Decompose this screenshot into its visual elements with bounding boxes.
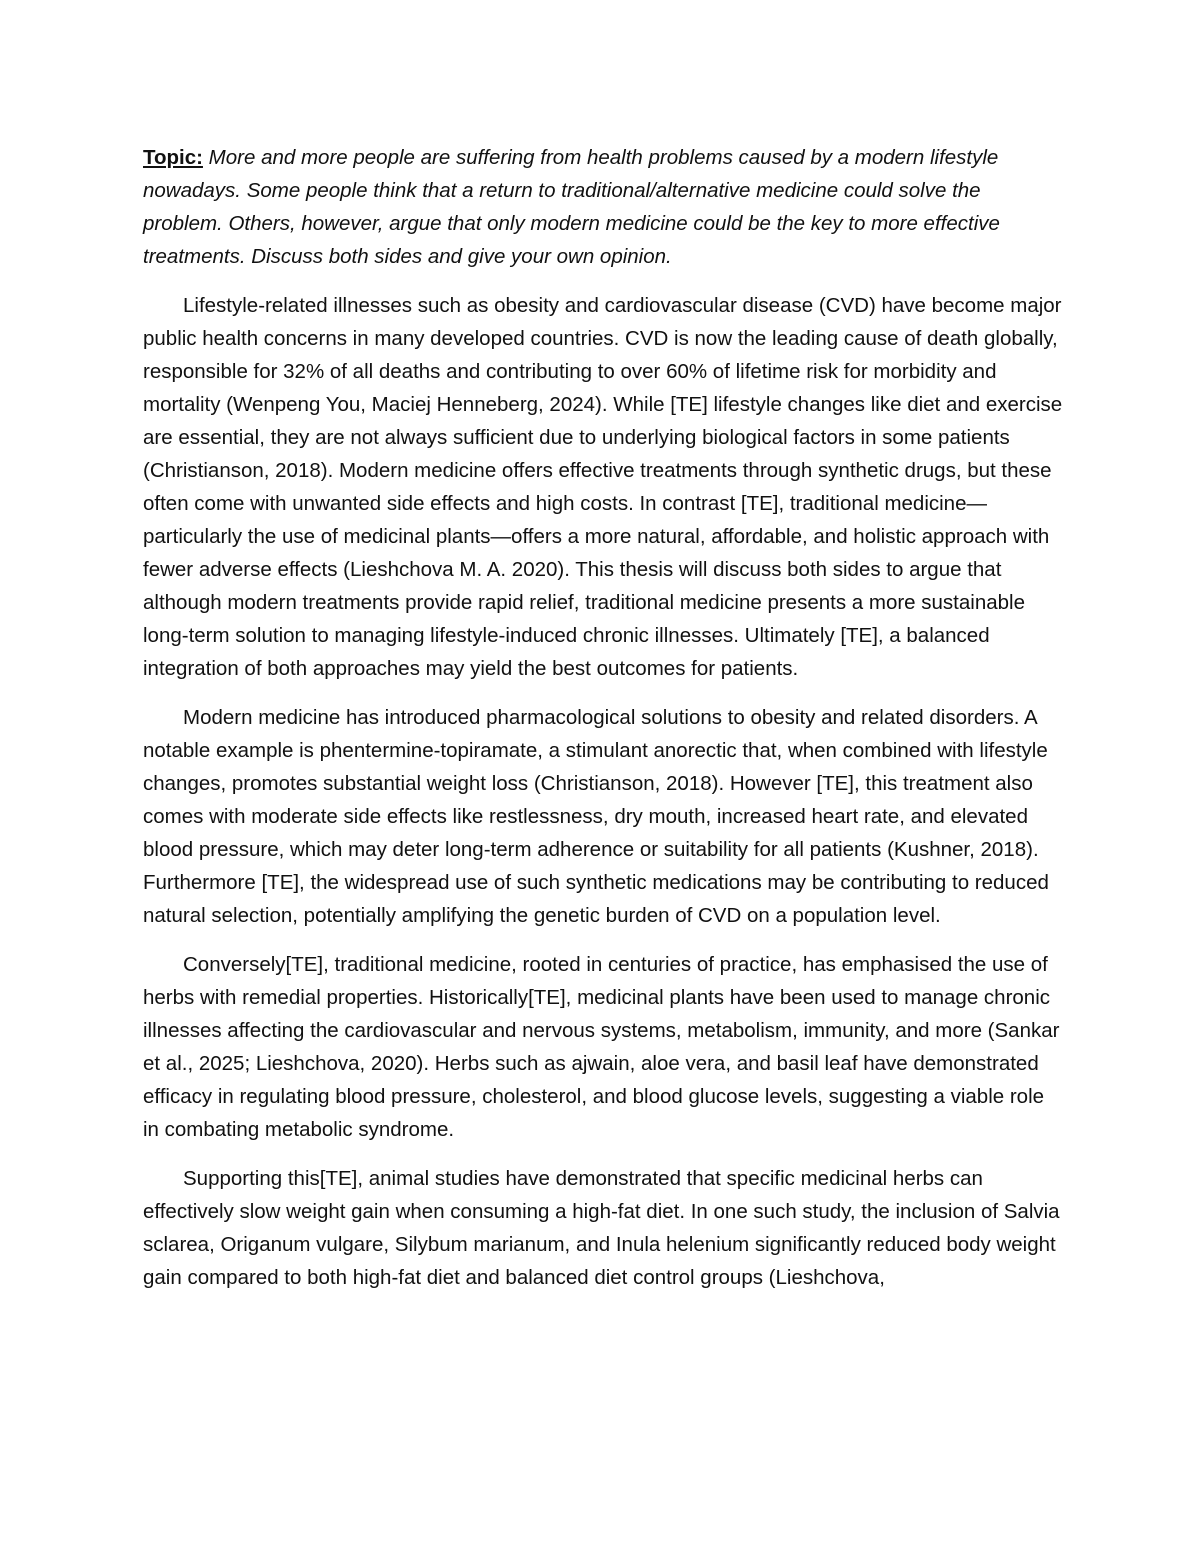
document-body: [143, 141, 1065, 1310]
topic-label: Topic:: [143, 146, 203, 169]
topic-statement: [143, 141, 1065, 273]
paragraph-modern-medicine: Modern medicine has introduced pharmacological solutions to obesity and related disorders. A notable example is phentermine-topiramate, a stimulant anorectic that, when combined with lifestyle changes, promotes substantial weight loss (Christianson, 2018). However [TE], this treatment also comes with moderate side effects like restlessness, dry mouth, increased heart rate, and elevated blood pressure, which may deter long-term adherence or suitability for all patients (Kushner, 2018). Furthermore [TE], the widespread use of such synthetic medications may be contributing to reduced natural selection, potentially amplifying the genetic burden of CVD on a population level.: [143, 706, 1049, 927]
paragraph-traditional-medicine: Conversely[TE], traditional medicine, rooted in centuries of practice, has emphasised the use of herbs with remedial properties. Historically[TE], medicinal plants have been used to manage chronic illnesses affecting the cardiovascular and nervous systems, metabolism, immunity, and more (Sankar et al., 2025; Lieshchova, 2020). Herbs such as ajwain, aloe vera, and basil leaf have demonstrated efficacy in regulating blood pressure, cholesterol, and blood glucose levels, suggesting a viable role in combating metabolic syndrome.: [143, 953, 1060, 1141]
topic-text: More and more people are suffering from health problems caused by a modern lifestyle nowadays. Some people think that a return to traditional/alternative medicine could solve the problem. Others, however, argue that only modern medicine could be the key to more effective treatments. Discuss both sides and give your own opinion.: [143, 146, 1000, 268]
paragraph-supporting-evidence: Supporting this[TE], animal studies have demonstrated that specific medicinal herbs can effectively slow weight gain when consuming a high-fat diet. In one such study, the inclusion of Salvia sclarea, Origanum vulgare, Silybum marianum, and Inula helenium significantly reduced body weight gain compared to both high-fat diet and balanced diet control groups (Lieshchova,: [143, 1167, 1060, 1289]
paragraph-introduction: Lifestyle-related illnesses such as obesity and cardiovascular disease (CVD) have become major public health concerns in many developed countries. CVD is now the leading cause of death globally, responsible for 32% of all deaths and contributing to over 60% of lifetime risk for morbidity and mortality (Wenpeng You, Maciej Henneberg, 2024). While [TE] lifestyle changes like diet and exercise are essential, they are not always sufficient due to underlying biological factors in some patients (Christianson, 2018). Modern medicine offers effective treatments through synthetic drugs, but these often come with unwanted side effects and high costs. In contrast [TE], traditional medicine—particularly the use of medicinal plants—offers a more natural, affordable, and holistic approach with fewer adverse effects (Lieshchova M. A. 2020). This thesis will discuss both sides to argue that although modern treatments provide rapid relief, traditional medicine presents a more sustainable long-term solution to managing lifestyle-induced chronic illnesses. Ultimately [TE], a balanced integration of both approaches may yield the best outcomes for patients.: [143, 294, 1063, 680]
